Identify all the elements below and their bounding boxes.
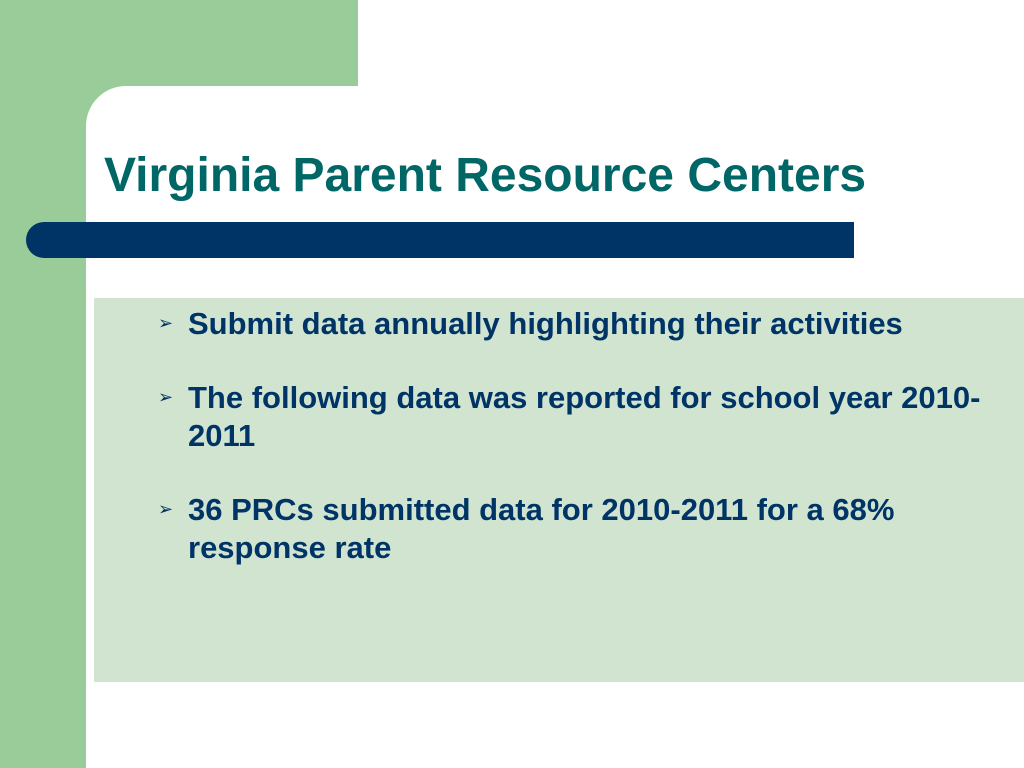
bullet-text: Submit data annually highlighting their activities — [188, 306, 903, 341]
bullet-item — [158, 491, 988, 567]
bullet-text: The following data was reported for school year 2010-2011 — [188, 380, 981, 453]
arrow-bullet-icon: ➢ — [158, 387, 174, 408]
arrow-bullet-icon: ➢ — [158, 499, 174, 520]
slide-title: Virginia Parent Resource Centers — [104, 149, 867, 202]
bullet-item — [158, 379, 988, 455]
arrow-bullet-icon: ➢ — [158, 313, 174, 334]
bullet-item — [158, 305, 988, 343]
title-accent-bar — [26, 222, 854, 258]
bullet-list — [158, 305, 988, 603]
bullet-text: 36 PRCs submitted data for 2010-2011 for a 68% response rate — [188, 492, 895, 565]
